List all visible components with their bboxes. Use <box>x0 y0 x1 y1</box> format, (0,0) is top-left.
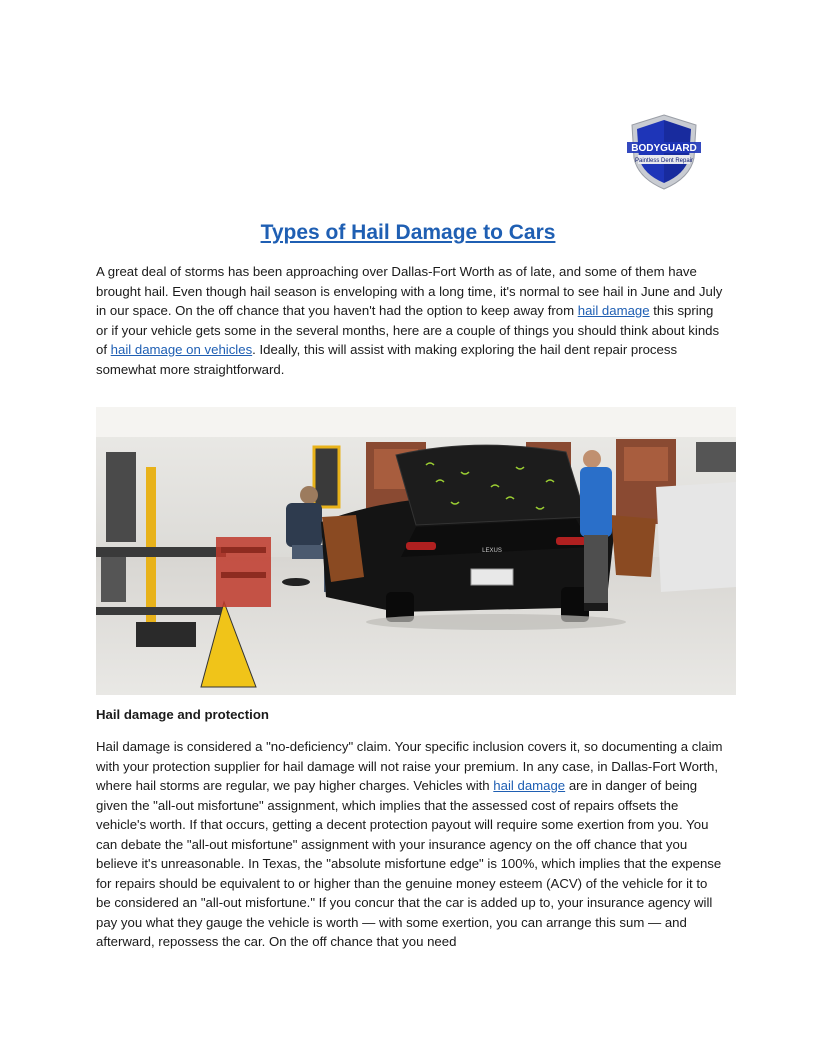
shield-logo-icon <box>624 112 704 192</box>
section-paragraph <box>96 737 724 952</box>
bodyguard-logo <box>624 112 704 192</box>
intro-text-2: this spring or if your vehicle gets some in the several months, here are a couple of things you should think about kinds of <box>96 303 720 357</box>
hail-damage-link[interactable]: hail damage <box>577 303 650 318</box>
intro-text-3: . Ideally, this will assist with making exploring the hail dent repair process somewhat more straightforward. <box>96 342 678 377</box>
hail-damage-link-2[interactable]: hail damage <box>493 778 566 793</box>
logo-brand: BODYGUARD <box>631 143 697 154</box>
section-text-2: are in danger of being given the "all-out misfortune" assignment, which implies that the assessed cost of repairs offsets the vehicle's worth. If that occurs, getting a decent protection payout will require some exertion from you. You can debate the "all-out misfortune" assignment with your insurance agency on the off chance that you believe it's unreasonable. In Texas, the "absolute misfortune edge" is 100%, which implies that the expense for repairs should be equivalent to or higher than the genuine money esteem (ACV) of the vehicle for it to be considered an "all-out misfortune." If you concur that the car is added up to, your insurance agency will pay you what they gauge the vehicle is worth — with some exertion, you can arrange this sum — and afterward, repossess the car. On the off chance that you need <box>96 778 722 949</box>
intro-paragraph <box>96 262 724 379</box>
section-heading: Hail damage and protection <box>96 707 269 722</box>
title-link[interactable]: Types of Hail Damage to Cars <box>260 221 556 244</box>
hail-damage-on-vehicles-link[interactable]: hail damage on vehicles <box>110 342 253 357</box>
repair-shop-photo <box>96 407 736 695</box>
logo-tagline: Paintless Dent Repair <box>634 158 694 164</box>
intro-text-1: A great deal of storms has been approaching over Dallas-Fort Worth as of late, and some of them have brought hail. Even though hail season is enveloping with a long time, it's normal to see hail in June and July in our space. On the off chance that you haven't had the option to keep away from <box>96 264 723 318</box>
car-badge: LEXUS <box>482 548 502 554</box>
section-text-1: Hail damage is considered a "no-deficiency" claim. Your specific inclusion covers it, so documenting a claim with your protection supplier for hail damage will not raise your premium. In any case, in Dallas-Fort Worth, where hail storms are regular, we pay higher charges. Vehicles with <box>96 739 723 793</box>
page-title <box>0 221 816 245</box>
shop-illustration <box>96 407 736 695</box>
